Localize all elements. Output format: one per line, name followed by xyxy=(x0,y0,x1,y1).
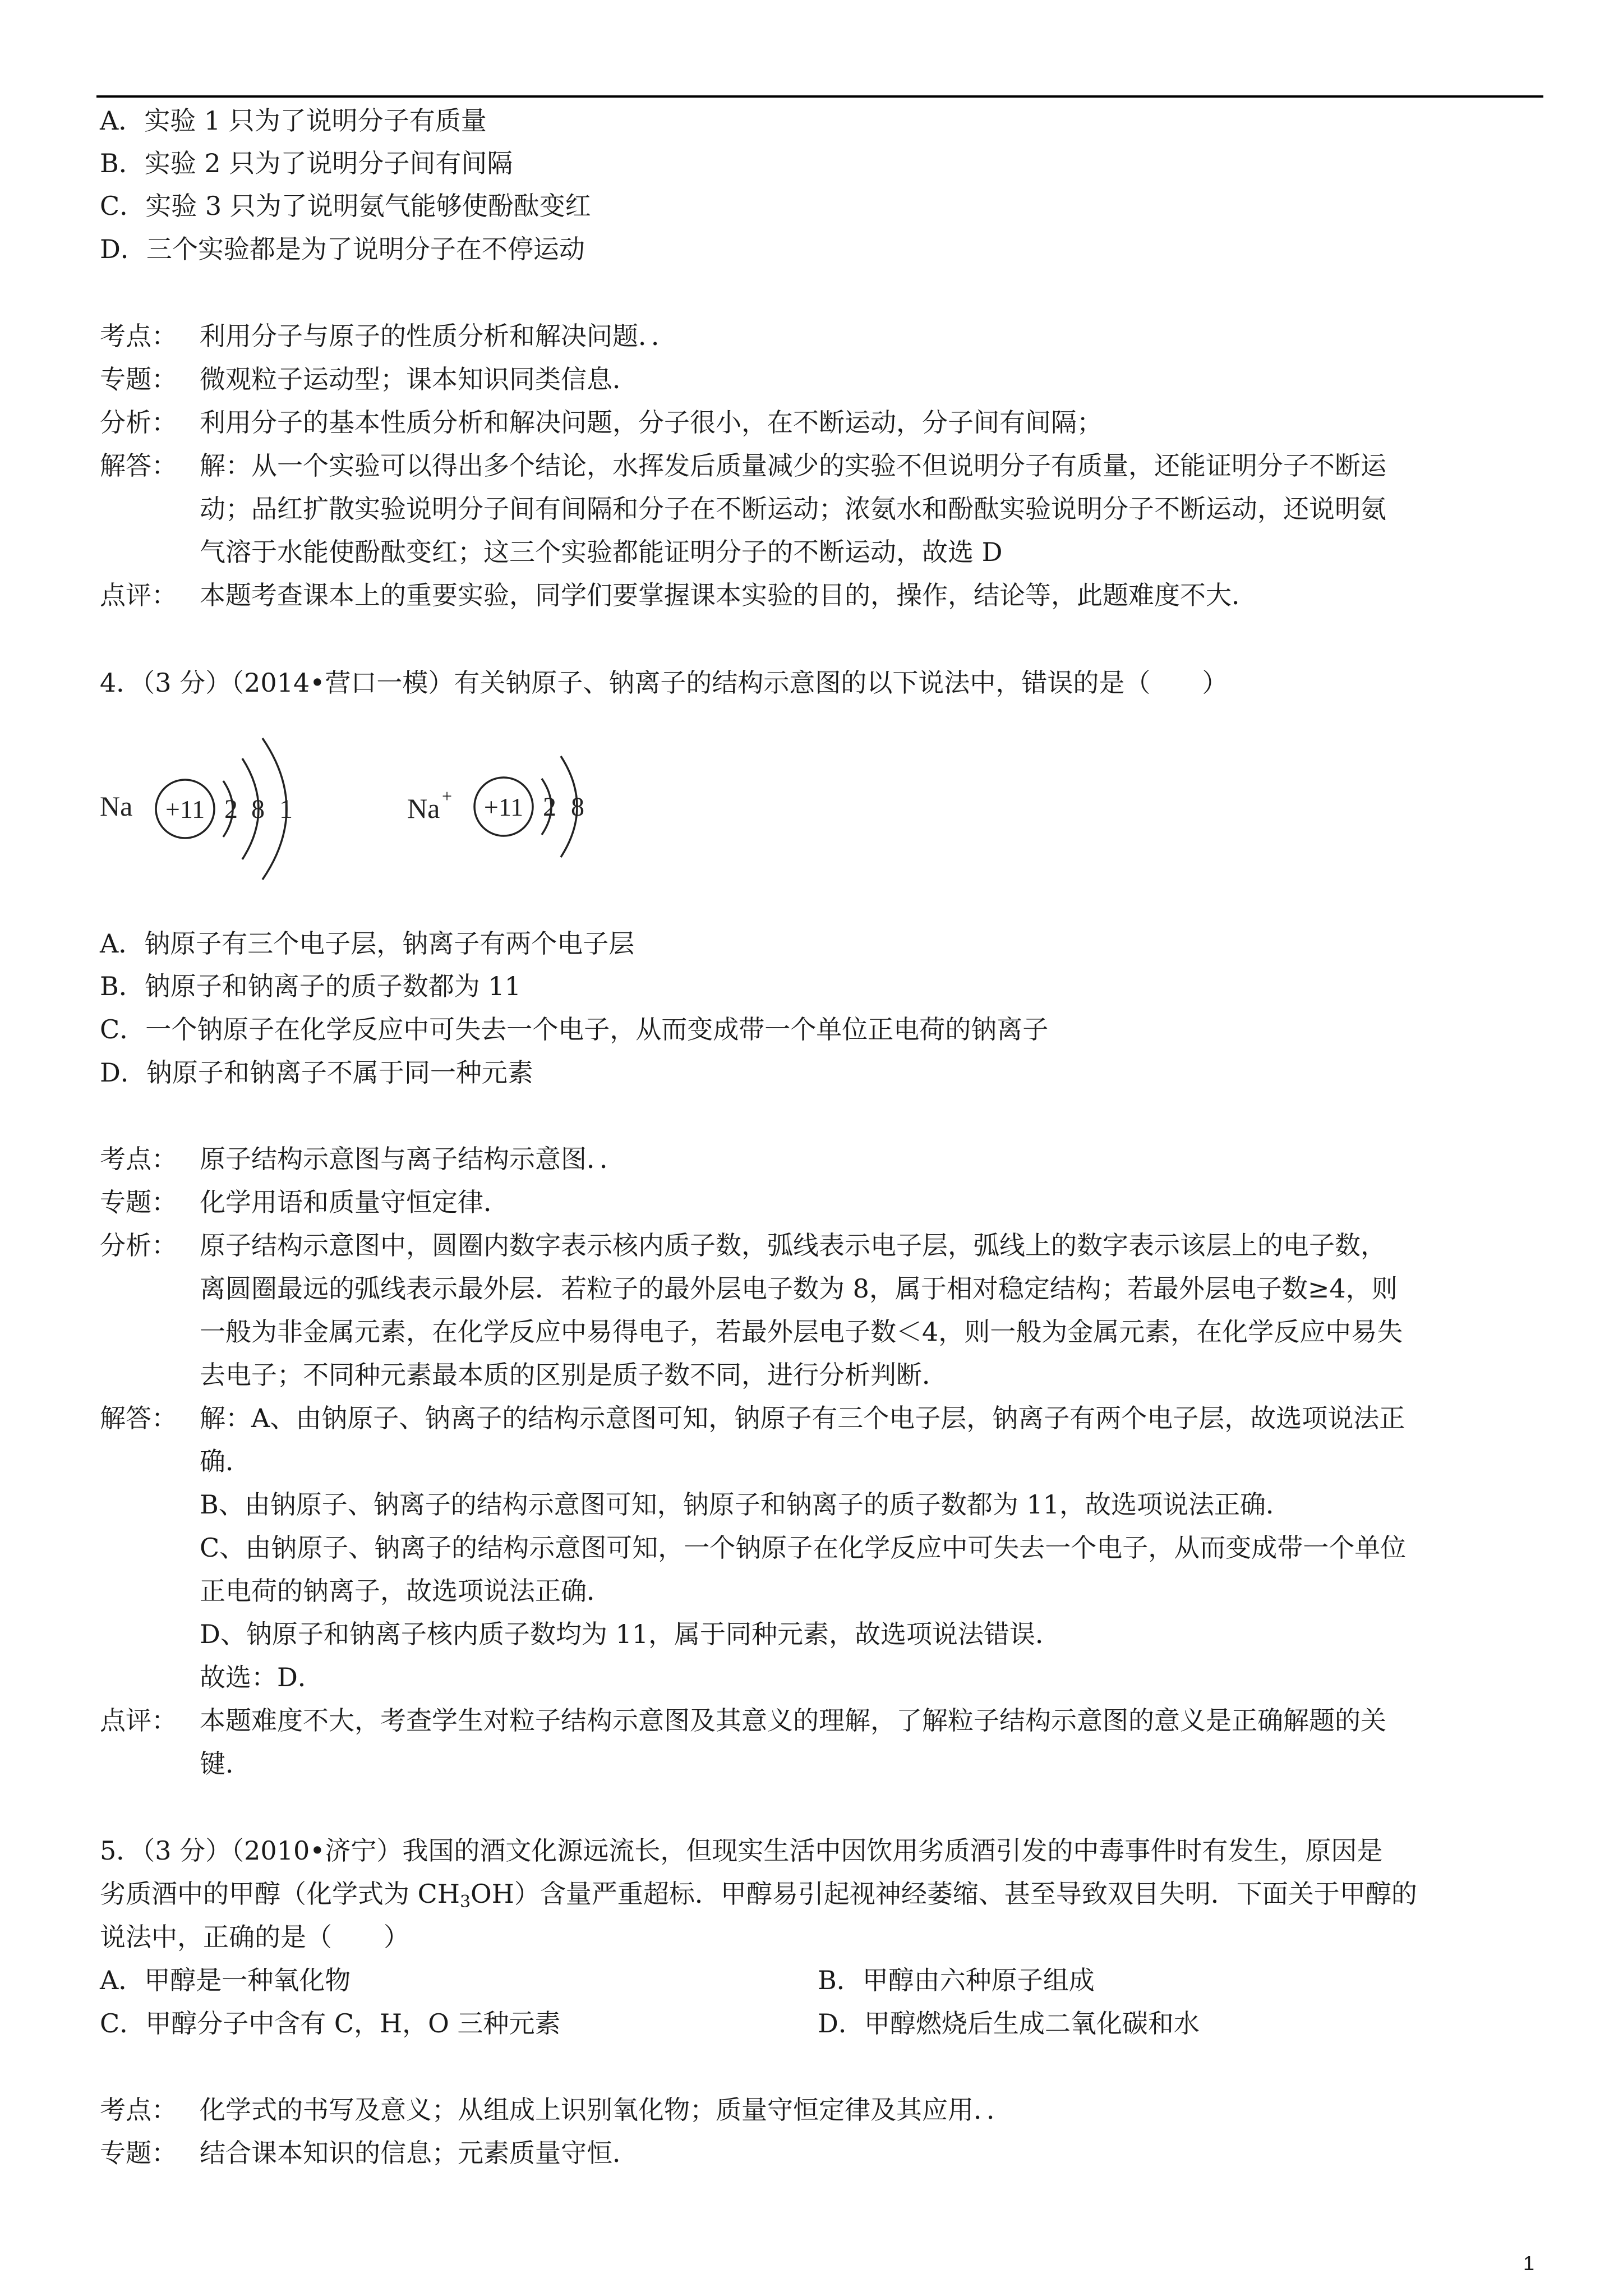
q3-dianping: 本题考查课本上的重要实验，同学们要掌握课本实验的目的，操作，结论等，此题难度不大． xyxy=(200,580,1257,610)
q5-zhuanti: 结合课本知识的信息；元素质量守恒． xyxy=(200,2138,638,2168)
q4-option-c: C．一个钠原子在化学反应中可失去一个电子，从而变成带一个单位正电荷的钠离子 xyxy=(100,1014,1049,1045)
q3-kaodian: 利用分子与原子的性质分析和解决问题．． xyxy=(200,321,677,351)
q5-option-b: B．甲醇由六种原子组成 xyxy=(818,1965,1095,1995)
q3-jieda-line-3: 气溶于水能使酚酞变红；这三个实验都能证明分子的不断运动，故选 D xyxy=(200,537,1003,567)
q5-option-d: D．甲醇燃烧后生成二氧化碳和水 xyxy=(818,2008,1200,2039)
q3-jieda-label: 解答： xyxy=(100,450,177,481)
q4-jieda-line-6: D、钠原子和钠离子核内质子数均为 11，属于同种元素，故选项说法错误． xyxy=(200,1619,1062,1649)
q5-option-a: A．甲醇是一种氧化物 xyxy=(100,1965,351,1995)
q3-option-b: B．实验 2 只为了说明分子间有间隔 xyxy=(100,148,513,178)
q3-fenxi: 利用分子的基本性质分析和解决问题，分子很小，在不断运动，分子间有间隔； xyxy=(200,407,1103,438)
q3-kaodian-label: 考点： xyxy=(100,321,177,351)
q3-option-c: C．实验 3 只为了说明氨气能够使酚酞变红 xyxy=(100,191,591,221)
q4-kaodian-label: 考点： xyxy=(100,1144,177,1174)
q4-kaodian: 原子结构示意图与离子结构示意图．． xyxy=(200,1144,625,1174)
na-ion-shell-2-count: 8 xyxy=(571,792,584,822)
sodium-structure-diagram xyxy=(95,718,656,886)
q4-jieda-line-5: 正电荷的钠离子，故选项说法正确． xyxy=(200,1576,612,1606)
q5-stem-line-3: 说法中，正确的是（ ） xyxy=(100,1922,409,1952)
q5-zhuanti-label: 专题： xyxy=(100,2138,177,2168)
q4-jieda-line-4: C、由钠原子、钠离子的结构示意图可知，一个钠原子在化学反应中可失去一个电子，从而变成带一个单位 xyxy=(200,1533,1407,1563)
q3-zhuanti-label: 专题： xyxy=(100,364,177,394)
q4-jieda-line-2: 确． xyxy=(200,1446,251,1476)
q4-option-d: D．钠原子和钠离子不属于同一种元素 xyxy=(100,1057,533,1088)
q3-fenxi-label: 分析： xyxy=(100,407,177,438)
na-atom-nucleus-charge: +11 xyxy=(165,795,205,823)
na-ion-label: Na xyxy=(407,793,440,824)
q4-fenxi-line-2: 离圆圈最远的弧线表示最外层．若粒子的最外层电子数为 8，属于相对稳定结构；若最外层电子数≥4，则 xyxy=(200,1273,1398,1304)
na-atom-shell-2-count: 8 xyxy=(251,794,265,824)
q4-option-a: A．钠原子有三个电子层，钠离子有两个电子层 xyxy=(100,928,635,959)
q4-option-b: B．钠原子和钠离子的质子数都为 11 xyxy=(100,971,521,1001)
q5-option-c: C．甲醇分子中含有 C，H，O 三种元素 xyxy=(100,2008,561,2039)
q5-stem-formula-subscript: 3 xyxy=(459,1892,471,1912)
header-rule xyxy=(96,95,1543,98)
q4-dianping-line-2: 键． xyxy=(200,1749,251,1779)
page-number: 1 xyxy=(1523,2252,1535,2275)
q4-jieda-line-3: B、由钠原子、钠离子的结构示意图可知，钠原子和钠离子的质子数都为 11，故选项说法正确． xyxy=(200,1489,1292,1520)
q3-zhuanti: 微观粒子运动型；课本知识同类信息． xyxy=(200,364,638,394)
q4-stem: 4．（3 分）（2014•营口一模）有关钠原子、钠离子的结构示意图的以下说法中，错误的是（ ） xyxy=(100,668,1228,698)
q3-jieda-line-2: 动；品红扩散实验说明分子间有间隔和分子在不断运动；浓氨水和酚酞实验说明分子不断运动，还说明氨 xyxy=(200,494,1386,524)
q4-jieda-line-7: 故选：D． xyxy=(200,1662,324,1692)
q4-zhuanti: 化学用语和质量守恒定律． xyxy=(200,1187,509,1217)
q4-zhuanti-label: 专题： xyxy=(100,1187,177,1217)
q4-jieda-label: 解答： xyxy=(100,1403,177,1433)
q4-fenxi-label: 分析： xyxy=(100,1230,177,1260)
na-ion-charge: + xyxy=(442,786,453,806)
na-atom-shell-1-count: 2 xyxy=(224,794,238,824)
q4-fenxi-line-1: 原子结构示意图中，圆圈内数字表示核内质子数，弧线表示电子层，弧线上的数字表示该层上的电子数， xyxy=(200,1230,1386,1260)
q5-stem-line-1: 5．（3 分）（2010•济宁）我国的酒文化源远流长，但现实生活中因饮用劣质酒引发的中毒事件时有发生，原因是 xyxy=(100,1835,1383,1866)
na-atom-shell-3-count: 1 xyxy=(279,794,293,824)
q3-option-a: A．实验 1 只为了说明分子有质量 xyxy=(100,105,487,136)
q5-stem-formula-rest: OH）含量严重超标．甲醇易引起视神经萎缩、甚至导致双目失明．下面关于甲醇的 xyxy=(471,1879,1417,1909)
q5-kaodian: 化学式的书写及意义；从组成上识别氧化物；质量守恒定律及其应用．． xyxy=(200,2095,1012,2125)
q4-fenxi-line-4: 去电子；不同种元素最本质的区别是质子数不同，进行分析判断． xyxy=(200,1360,948,1390)
q3-jieda-line-1: 解：从一个实验可以得出多个结论，水挥发后质量减少的实验不但说明分子有质量，还能证明分子不断运 xyxy=(200,450,1386,481)
q4-jieda-line-1: 解：A、由钠原子、钠离子的结构示意图可知，钠原子有三个电子层，钠离子有两个电子层，故选项说法正 xyxy=(200,1403,1405,1433)
q5-kaodian-label: 考点： xyxy=(100,2095,177,2125)
na-atom-label: Na xyxy=(100,790,133,822)
q3-dianping-label: 点评： xyxy=(100,580,177,610)
q4-fenxi-line-3: 一般为非金属元素，在化学反应中易得电子，若最外层电子数＜4，则一般为金属元素，在化学反应中易失 xyxy=(200,1317,1403,1347)
q4-dianping-label: 点评： xyxy=(100,1705,177,1736)
q5-stem-line-2 xyxy=(100,1876,1417,1920)
na-ion-nucleus-charge: +11 xyxy=(483,793,524,821)
q5-stem-formula-start: 劣质酒中的甲醇（化学式为 CH xyxy=(100,1879,460,1909)
q4-dianping-line-1: 本题难度不大，考查学生对粒子结构示意图及其意义的理解，了解粒子结构示意图的意义是正确解题的关 xyxy=(200,1705,1386,1736)
na-ion-shell-1-count: 2 xyxy=(543,792,556,822)
q3-option-d: D．三个实验都是为了说明分子在不停运动 xyxy=(100,234,585,264)
